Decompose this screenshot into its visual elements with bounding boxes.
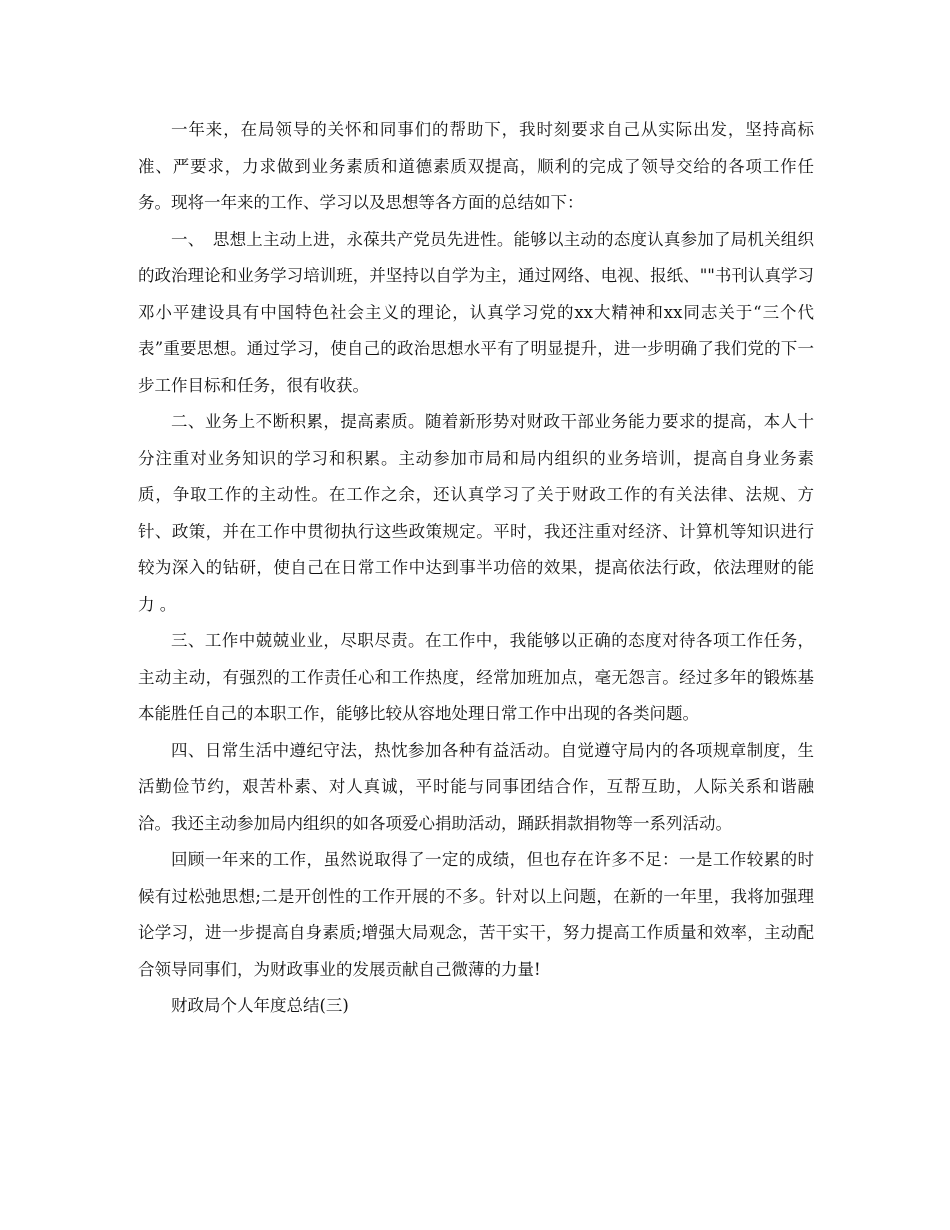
document-body bbox=[138, 112, 814, 1025]
section-four-paragraph: 四、日常生活中遵纪守法，热忱参加各种有益活动。自觉遵守局内的各项规章制度，生活勤俭节约，艰苦朴素、对人真诚，平时能与同事团结合作，互帮互助，人际关系和谐融洽。我还主动参加局内组织的如各项爱心捐助活动，踊跃捐款捐物等一系列活动。 bbox=[138, 740, 814, 833]
section-three-paragraph: 三、工作中兢兢业业，尽职尽责。在工作中，我能够以正确的态度对待各项工作任务，主动主动，有强烈的工作责任心和工作热度，经常加班加点，毫无怨言。经过多年的锻炼基本能胜任自己的本职工作，能够比较从容地处理日常工作中出现的各类问题。 bbox=[138, 631, 814, 723]
review-paragraph: 回顾一年来的工作，虽然说取得了一定的成绩，但也存在许多不足：一是工作较累的时候有过松弛思想;二是开创性的工作开展的不多。针对以上问题，在新的一年里，我将加强理论学习，进一步提高自身素质;增强大局观念，苦干实干，努力提高工作质量和效率，主动配合领导同事们，为财政事业的发展贡献自己微薄的力量! bbox=[138, 850, 814, 979]
section-two-paragraph: 二、业务上不断积累，提高素质。随着新形势对财政干部业务能力要求的提高，本人十分注重对业务知识的学习和积累。主动参加市局和局内组织的业务培训，提高自身业务素质，争取工作的主动性。在工作之余，还认真学习了关于财政工作的有关法律、法规、方针、政策，并在工作中贯彻执行这些政策规定。平时，我还注重对经济、计算机等知识进行较为深入的钻研，使自己在日常工作中达到事半功倍的效果，提高依法行政，依法理财的能力 。 bbox=[138, 412, 814, 614]
intro-paragraph: 一年来，在局领导的关怀和同事们的帮助下，我时刻要求自己从实际出发，坚持高标准、严要求，力求做到业务素质和道德素质双提高，顺利的完成了领导交给的各项工作任务。现将一年来的工作、学习以及思想等各方面的总结如下： bbox=[138, 120, 814, 212]
next-section-title: 财政局个人年度总结(三) bbox=[171, 996, 349, 1015]
section-one-paragraph: 一、 思想上主动上进，永葆共产党员先进性。能够以主动的态度认真参加了局机关组织的政治理论和业务学习培训班，并坚持以自学为主，通过网络、电视、报纸、""书刊认真学习邓小平建设具有中国特色社会主义的理论，认真学习党的xx大精神和xx同志关于“三个代表”重要思想。通过学习，使自己的政治思想水平有了明显提升，进一步明确了我们党的下一步工作目标和任务，很有收获。 bbox=[138, 229, 814, 395]
